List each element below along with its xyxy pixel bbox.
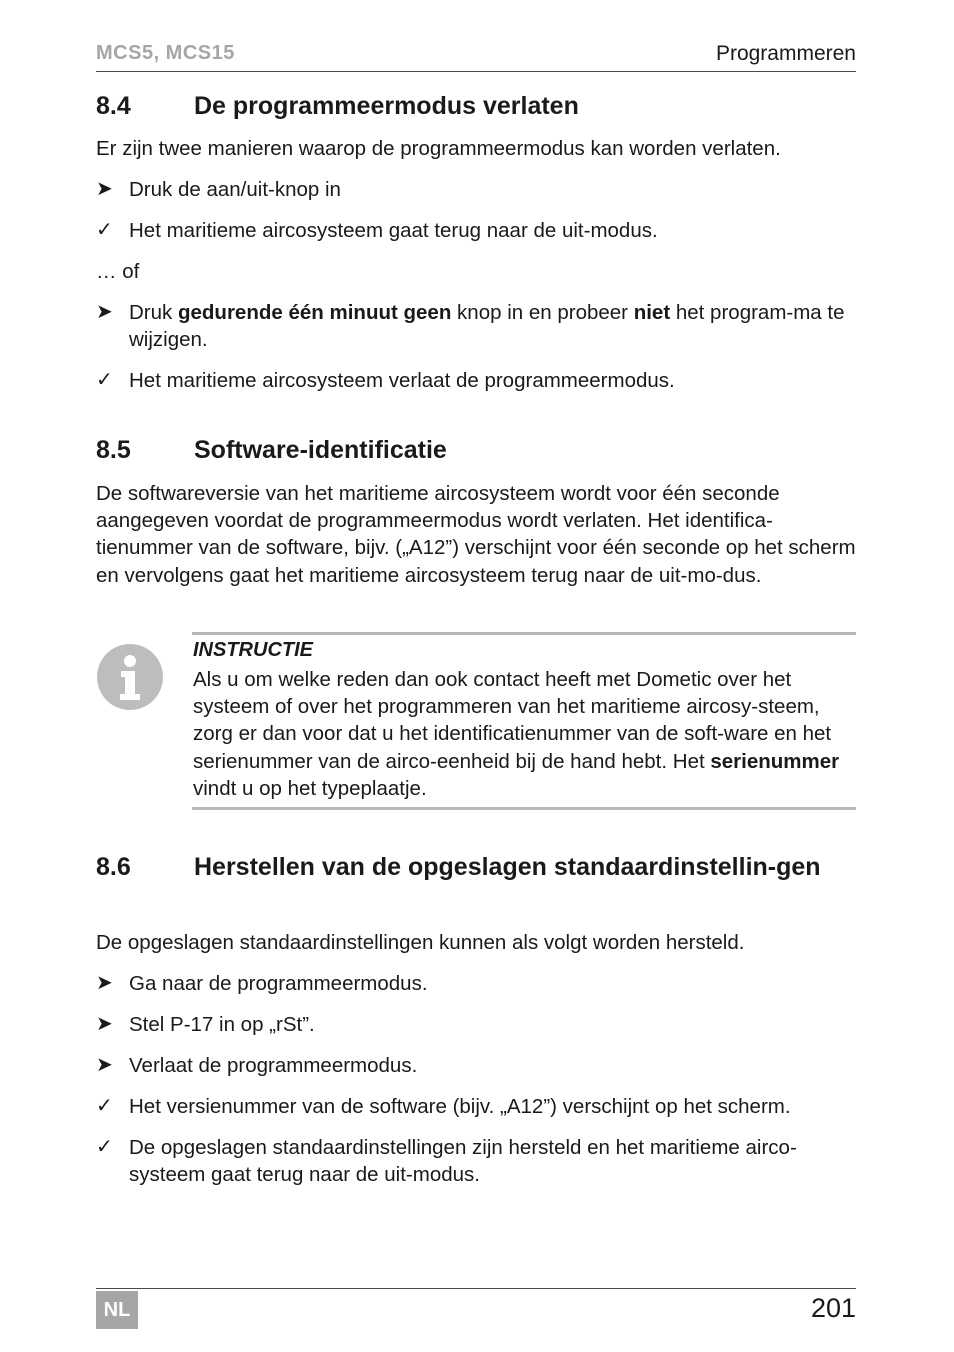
result-item [96, 1134, 856, 1188]
section-number: 8.5 [96, 436, 131, 464]
step-text: Verlaat de programmeermodus. [129, 1054, 418, 1077]
arrow-icon: ➤ [96, 178, 113, 200]
note-title: INSTRUCTIE [193, 639, 313, 661]
section-title: Software-identificatie [194, 436, 447, 464]
section-8-5-heading [96, 434, 856, 466]
section-number: 8.6 [96, 853, 131, 881]
section-8-4-intro: Er zijn twee manieren waarop de programmeermodus kan worden verlaten. [96, 137, 781, 160]
step-text: Druk de aan/uit-knop in [129, 178, 341, 201]
result-item [96, 367, 856, 394]
check-icon: ✓ [96, 1095, 113, 1117]
step-item [96, 299, 856, 353]
bold-text: gedurende één minuut geen [177, 301, 452, 324]
arrow-icon: ➤ [96, 972, 113, 994]
section-8-6-heading [96, 851, 856, 883]
result-text: Het versienummer van de software (bijv. „A12”) verschijnt op het scherm. [129, 1095, 791, 1118]
arrow-icon: ➤ [96, 1013, 113, 1035]
note-top-rule [192, 632, 856, 635]
section-title: De programmeermodus verlaten [194, 92, 579, 120]
result-text: De opgeslagen standaardinstellingen zijn hersteld en het maritieme airco-systeem gaat terug naar de uit-modus. [129, 1136, 797, 1187]
arrow-icon: ➤ [96, 301, 113, 323]
language-badge: NL [96, 1291, 138, 1329]
bold-text: serienummer [710, 749, 840, 773]
result-item [96, 1093, 856, 1120]
step-item [96, 1011, 856, 1038]
header-divider [96, 71, 856, 72]
section-8-4-heading [96, 90, 856, 122]
step-item [96, 1052, 856, 1079]
note-body: Als u om welke reden dan ook contact heeft met Dometic over het systeem of over het programmeren van het maritieme aircosy-steem, zorg er dan voor dat u het identificatienummer van de soft-ware en het serienummer van de airco-eenheid bij de hand hebt. Het serienummer vindt u op het typeplaatje. [193, 668, 840, 800]
or-text: … of [96, 260, 140, 283]
section-number: 8.4 [96, 92, 131, 120]
bold-text: niet [633, 301, 671, 324]
step-text: Druk gedurende één minuut geen knop in en probeer niet het program-ma te wijzigen. [129, 301, 845, 352]
step-item [96, 176, 856, 203]
section-title: Herstellen van de opgeslagen standaardinstellin-gen [194, 853, 821, 881]
step-text: Ga naar de programmeermodus. [129, 972, 428, 995]
result-text: Het maritieme aircosysteem gaat terug naar de uit-modus. [129, 219, 658, 242]
page-number: 201 [810, 1293, 856, 1323]
result-item [96, 217, 856, 244]
section-8-6-intro: De opgeslagen standaardinstellingen kunnen als volgt worden hersteld. [96, 931, 745, 954]
footer-divider [96, 1288, 856, 1289]
note-bottom-rule [192, 807, 856, 810]
step-item [96, 970, 856, 997]
check-icon: ✓ [96, 219, 113, 241]
info-icon [97, 644, 163, 710]
result-text: Het maritieme aircosysteem verlaat de programmeermodus. [129, 369, 675, 392]
check-icon: ✓ [96, 1136, 113, 1158]
section-8-5-body: De softwareversie van het maritieme aircosysteem wordt voor één seconde aangegeven voordat de programmeermodus wordt verlaten. Het identifica-tienummer van de software, bijv. („A12”) verschijnt voor één seconde op het scherm en vervolgens gaat het maritieme aircosysteem terug naar de uit-mo-dus. [96, 482, 856, 587]
arrow-icon: ➤ [96, 1054, 113, 1076]
header-model: MCS5, MCS15 [96, 42, 235, 64]
check-icon: ✓ [96, 369, 113, 391]
header-section: Programmeren [715, 42, 856, 65]
step-text: Stel P-17 in op „rSt”. [129, 1013, 315, 1036]
